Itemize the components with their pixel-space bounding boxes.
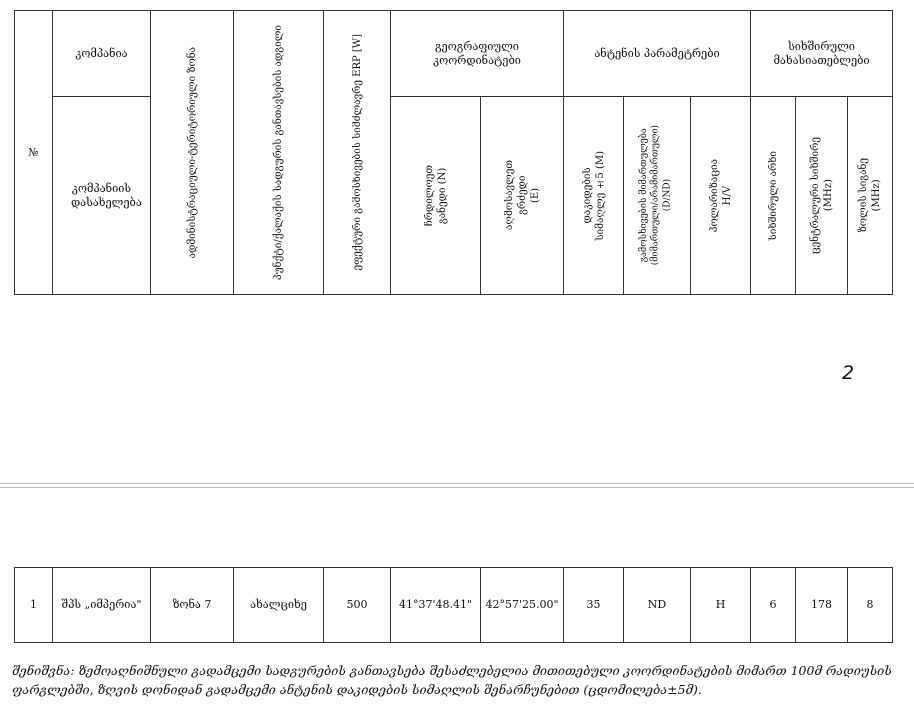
cell-center-frequency: 178 [796, 568, 848, 643]
table-row [15, 568, 893, 643]
header-center-frequency: ცენტრალური სიხშირე (MHz) [796, 97, 848, 295]
cell-height: 35 [564, 568, 624, 643]
header-height: დაკიდების სიმაღლე ±5 (M) [564, 97, 624, 295]
cell-directionality: ND [624, 568, 691, 643]
cell-settlement: ახალციხე [234, 568, 324, 643]
cell-channels: 6 [751, 568, 796, 643]
header-table [14, 10, 893, 295]
footnote: შენიშვნა: ზემოაღნიშნული გადამცემი სადგურების განთავსება შესაძლებელია მითითებული კოორდინატების მიმართ 100მ რადიუსის ფარგლებში, ზღვის დონიდან გადამცემი ანტენის დაკიდების სიმაღლის შენარჩუნებით (ცდომილება±5მ). [12, 663, 892, 697]
data-table [14, 567, 893, 643]
header-antenna-parameters: ანტენის პარამეტრები [564, 11, 751, 97]
header-bandwidth: ზოლის სიგანე (MHz) [848, 97, 893, 295]
header-company-name: კომპანიის დასახელება [53, 97, 151, 295]
cell-polarization: H [691, 568, 751, 643]
header-geo-coordinates: გეოგრაფიული კოორდინატები [391, 11, 564, 97]
cell-zone: ზონა 7 [151, 568, 234, 643]
cell-longitude: 42°57'25.00" [481, 568, 564, 643]
header-frequency-characteristics: სიხშირული მახასიათებლები [751, 11, 893, 97]
header-number: № [15, 11, 53, 295]
header-settlement: პუნქტი/ქალაქის სადგურის განთავსების ადგილი [234, 11, 324, 295]
header-channels: სიხშირული არხი [751, 97, 796, 295]
header-zone: ადმინისტრაციული-ტერიტორიული ზონა [151, 11, 234, 295]
header-company: კომპანია [53, 11, 151, 97]
cell-bandwidth: 8 [848, 568, 893, 643]
header-polarization: პოლარიზაცია H/V [691, 97, 751, 295]
page-separator [0, 487, 914, 488]
header-erp: ეფექტური გამოსხივების სიმძლავრე ERP [W] [324, 11, 391, 295]
page-number: 2 [842, 362, 855, 384]
header-directionality: გამოსხივების მიმართულება (მიმართული/არამიმართული) (D/ND) [624, 97, 691, 295]
cell-number: 1 [15, 568, 53, 643]
cell-erp: 500 [324, 568, 391, 643]
cell-company: შპს „იმპერია" [53, 568, 151, 643]
header-longitude: აღმოსავლეთ გრძედი (E) [481, 97, 564, 295]
cell-latitude: 41°37'48.41" [391, 568, 481, 643]
page-separator [0, 483, 914, 484]
header-latitude: ჩრდილოეთ განედი (N) [391, 97, 481, 295]
